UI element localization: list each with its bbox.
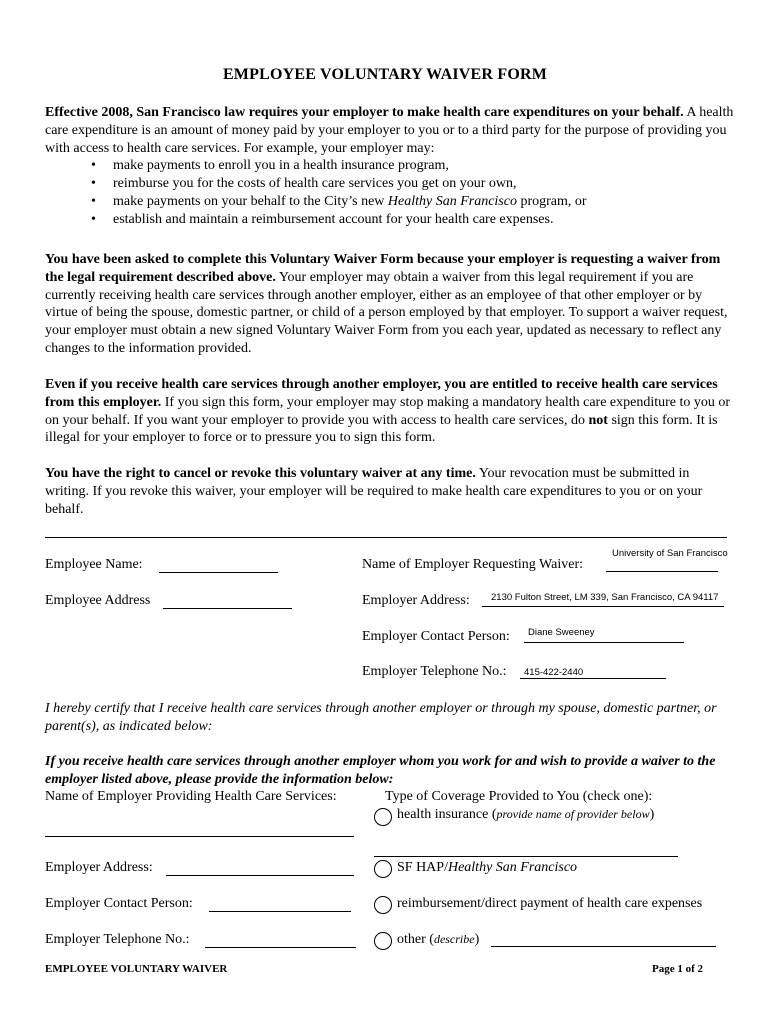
footer-title: EMPLOYEE VOLUNTARY WAIVER <box>45 963 228 975</box>
other-coverage-label: other (describe) <box>397 932 480 947</box>
employer-requesting-field[interactable] <box>606 571 718 572</box>
intro-paragraph <box>45 104 735 229</box>
health-insurance-label: health insurance (provide name of provider below) <box>397 807 655 822</box>
list-item: • establish and maintain a reimbursement account for your health care expenses. <box>113 211 735 229</box>
employee-address-label: Employee Address <box>45 593 151 608</box>
employer-address-value: 2130 Fulton Street, LM 339, San Francisco, CA 94117 <box>491 592 719 603</box>
employer-contact-label: Employer Contact Person: <box>362 629 510 644</box>
employer-address-label: Employer Address: <box>362 593 470 608</box>
employee-address-field[interactable] <box>163 608 292 609</box>
other-employer-contact-field[interactable] <box>209 911 351 912</box>
employee-name-label: Employee Name: <box>45 557 143 572</box>
list-item: • make payments on your behalf to the City’s new Healthy San Francisco program, or <box>113 193 735 211</box>
intro-bold-lead: Effective 2008, San Francisco law requires your employer to make health care expenditures on your behalf. <box>45 105 684 120</box>
revocation-paragraph: You have the right to cancel or revoke this voluntary waiver at any time. Your revocation must be submitted in writing. If you revoke this waiver, your employer will be required to make health care expenditures to you or on your behalf. <box>45 466 703 517</box>
sf-hap-radio[interactable] <box>374 860 392 878</box>
coverage-heading: Type of Coverage Provided to You (check one): <box>385 789 653 804</box>
provider-name-field[interactable] <box>374 856 678 857</box>
other-employer-heading: If you receive health care services through another employer whom you work for and wish to provide a waiver to the employer listed above, please provide the information below: <box>45 754 716 787</box>
other-employer-address-label: Employer Address: <box>45 860 153 875</box>
employee-name-field[interactable] <box>159 572 278 573</box>
other-employer-phone-label: Employer Telephone No.: <box>45 932 190 947</box>
certification-statement: I hereby certify that I receive health care services through another employer or through my spouse, domestic partner, or parent(s), as indicated below: <box>45 701 717 734</box>
entitlement-paragraph: Even if you receive health care services through another employer, you are entitled to receive health care services from this employer. If you sign this form, your employer may stop making a mandatory health care expenditure to you or on your behalf. If you want your employer to provide you with access to health care services, do not sign this form. It is illegal for your employer to force or to pressure you to sign this form. <box>45 377 731 446</box>
page-number: Page 1 of 2 <box>652 963 704 975</box>
sf-hap-label: SF HAP/Healthy San Francisco <box>397 860 578 875</box>
employer-address-field[interactable] <box>482 606 724 607</box>
reimbursement-label: reimbursement/direct payment of health care expenses <box>397 896 703 911</box>
providing-employer-label: Name of Employer Providing Health Care Services: <box>45 789 337 804</box>
other-coverage-field[interactable] <box>491 946 716 947</box>
employer-phone-value: 415-422-2440 <box>524 667 584 678</box>
employer-contact-field[interactable] <box>524 642 684 643</box>
other-coverage-radio[interactable] <box>374 932 392 950</box>
employer-phone-label: Employer Telephone No.: <box>362 664 507 679</box>
other-employer-address-field[interactable] <box>166 875 354 876</box>
form-title: EMPLOYEE VOLUNTARY WAIVER FORM <box>222 66 548 83</box>
health-insurance-radio[interactable] <box>374 808 392 826</box>
providing-employer-field[interactable] <box>45 836 354 837</box>
other-employer-phone-field[interactable] <box>205 947 356 948</box>
example-list <box>45 157 735 228</box>
employer-phone-field[interactable] <box>520 678 666 679</box>
section-divider <box>45 537 727 538</box>
other-employer-contact-label: Employer Contact Person: <box>45 896 193 911</box>
waiver-request-paragraph: You have been asked to complete this Voluntary Waiver Form because your employer is requesting a waiver from the legal requirement described above. Your employer may obtain a waiver from this legal requirement if you are currently receiving health care services through another employer, either as an employee of that other employer or by virtue of being the spouse, domestic partner, or child of a person employed by that employer. To support a waiver request, your employer must obtain a new signed Voluntary Waiver Form from you each year, updated as necessary to reflect any changes to the information provided. <box>45 252 728 356</box>
reimbursement-radio[interactable] <box>374 896 392 914</box>
employer-requesting-label: Name of Employer Requesting Waiver: <box>362 557 583 572</box>
list-item: • reimburse you for the costs of health care services you get on your own, <box>113 175 735 193</box>
list-item: • make payments to enroll you in a health insurance program, <box>113 157 735 175</box>
intro-text: A health care expenditure is an amount of money paid by your employer to you or to a third party for the purpose of providing you with access to health care services. For example, your employer may: <box>45 105 734 156</box>
employer-requesting-value: University of San Francisco <box>612 548 728 559</box>
employer-contact-value: Diane Sweeney <box>528 627 595 638</box>
